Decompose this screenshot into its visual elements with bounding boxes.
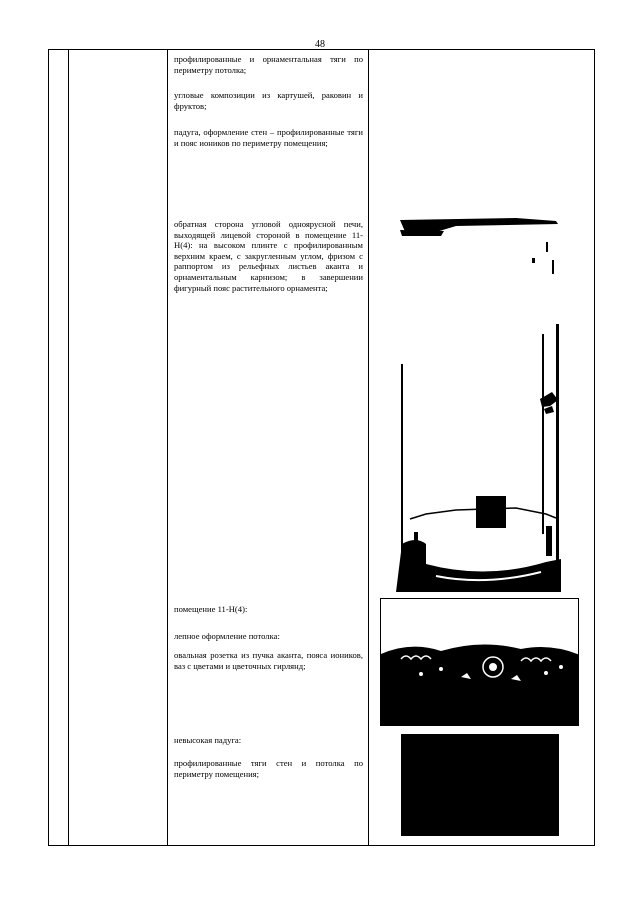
description-entry: угловые композиции из картушей, раковин и фруктов; xyxy=(174,90,363,111)
page-number: 48 xyxy=(315,39,325,50)
description-entry: лепное оформление потолка: xyxy=(174,631,280,641)
description-entry: овальная розетка из пучка аканта, пояса иоников, ваз с цветами и цветочных гирлянд; xyxy=(174,650,363,671)
column-divider xyxy=(368,49,369,846)
description-entry: профилированные тяги стен и потолка по периметру помещения; xyxy=(174,758,363,779)
column-divider xyxy=(68,49,69,846)
description-entry: обратная сторона угловой одноярусной печи, выходящей лицевой стороной в помещение 11-Н(4): на высоком плинте с профилированным верхним краем, с закругленным углом, фризом с раппортом из рельефных листьев аканта и орнаментальным карнизом; в завершении фигурный пояс растительного орнамента; xyxy=(174,219,363,293)
column-divider xyxy=(167,49,168,846)
stove-photo xyxy=(396,214,561,592)
description-entry: падуга, оформление стен – профилированные тяги и пояс иоников по периметру помещения; xyxy=(174,127,363,148)
description-entry: помещение 11-Н(4): xyxy=(174,604,248,614)
description-entry: профилированные и орнаментальная тяги по периметру потолка; xyxy=(174,54,363,75)
description-entry: невысокая падуга: xyxy=(174,735,242,745)
dark-photo xyxy=(401,734,559,836)
rosette-photo xyxy=(380,598,579,726)
